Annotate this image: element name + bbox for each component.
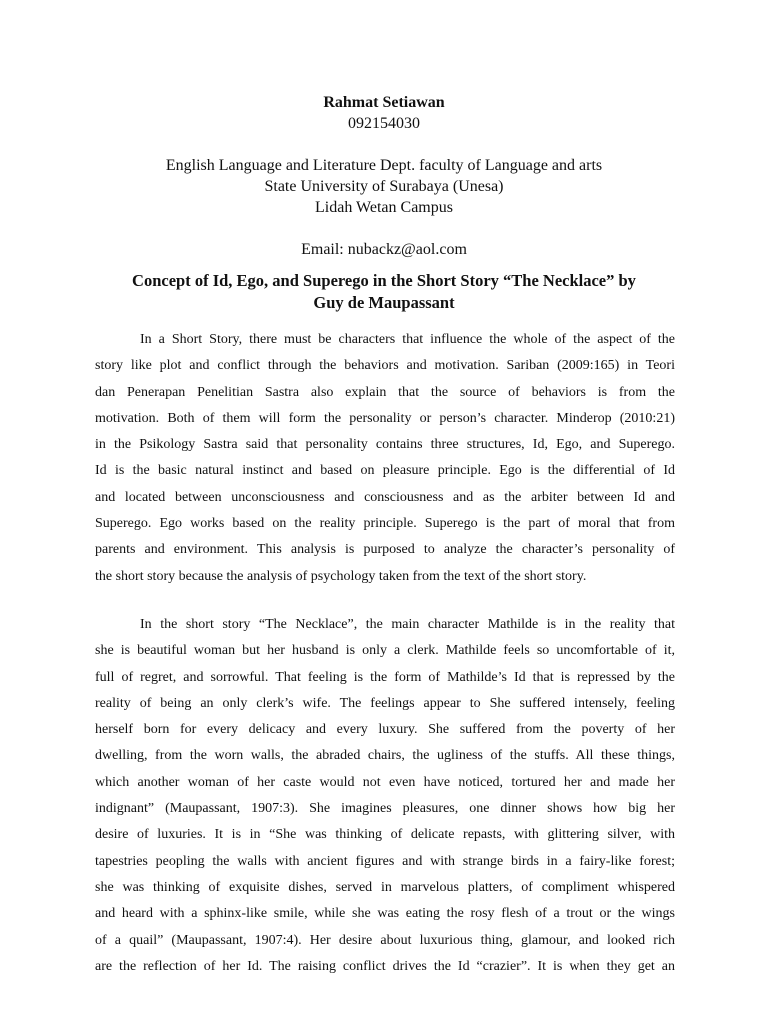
paragraph-line: are the reflection of her Id. The raising conflict drives the Id “crazier”. It is when they get an — [95, 958, 675, 974]
paragraph-line: Id is the basic natural instinct and based on pleasure principle. Ego is the differential of Id — [95, 463, 675, 479]
paragraph-line: and heard with a sphinx-like smile, while she was eating the rosy flesh of a trout or the wings — [95, 906, 675, 922]
paragraph-line: the short story because the analysis of psychology taken from the text of the short story. — [95, 568, 587, 584]
paragraph-line: in the Psikology Sastra said that personality contains three structures, Id, Ego, and Superego. — [95, 437, 675, 453]
paragraph-line: dan Penerapan Penelitian Sastra also explain that the source of behaviors is from the — [95, 384, 675, 400]
paragraph-line: herself born for every delicacy and every luxury. She suffered from the poverty of her — [95, 722, 675, 738]
paragraph-1 — [95, 327, 675, 590]
author-name: Rahmat Setiawan — [323, 94, 445, 111]
paragraph-line: of a quail” (Maupassant, 1907:4). Her desire about luxurious thing, glamour, and looked rich — [95, 932, 675, 948]
paragraph-line: dwelling, from the worn walls, the abraded chairs, the ugliness of the stuffs. All these things, — [95, 748, 675, 764]
paragraph-line: which another woman of her caste would not even have noticed, tortured her and made her — [95, 774, 675, 790]
paper-title — [95, 270, 673, 314]
university: State University of Surabaya (Unesa) — [264, 178, 504, 195]
paragraph-line: motivation. Both of them will form the personality or person’s character. Minderop (2010:21) — [95, 410, 675, 426]
paragraph-line: reality of being an only clerk’s wife. The feelings appear to She suffered intensely, feeling — [95, 695, 675, 711]
title-line-1: Concept of Id, Ego, and Superego in the Short Story “The Necklace” by — [132, 271, 636, 290]
student-id: 092154030 — [348, 115, 420, 132]
paragraph-line: she is beautiful woman but her husband is only a clerk. Mathilde feels so uncomfortable of it, — [95, 643, 675, 659]
paragraph-line: story like plot and conflict through the behaviors and motivation. Sariban (2009:165) in Teori — [95, 358, 675, 374]
author-header — [0, 92, 768, 260]
paragraph-line: she was thinking of exquisite dishes, served in marvelous platters, of compliment whispered — [95, 879, 675, 895]
campus: Lidah Wetan Campus — [315, 199, 453, 216]
paragraph-line: indignant” (Maupassant, 1907:3). She imagines pleasures, one dinner shows how big her — [95, 801, 675, 817]
email: Email: nubackz@aol.com — [301, 241, 467, 258]
paragraph-line: In a Short Story, there must be characters that influence the whole of the aspect of the — [140, 332, 675, 347]
title-line-2: Guy de Maupassant — [313, 293, 455, 312]
paragraph-line: tapestries peopling the walls with ancient figures and with strange birds in a fairy-like forest; — [95, 853, 675, 869]
paragraph-line: Superego. Ego works based on the reality principle. Superego is the part of moral that from — [95, 516, 675, 532]
paragraph-line: desire of luxuries. It is in “She was thinking of delicate repasts, with glittering silver, with — [95, 827, 675, 843]
paragraph-line: full of regret, and sorrowful. That feeling is the form of Mathilde’s Id that is repressed by the — [95, 669, 675, 685]
paragraph-line: parents and environment. This analysis is purposed to analyze the character’s personality of — [95, 542, 675, 558]
paragraph-line: and located between unconsciousness and consciousness and as the arbiter between Id and — [95, 489, 675, 505]
paragraph-2 — [95, 612, 675, 980]
paragraph-line: In the short story “The Necklace”, the main character Mathilde is in the reality that — [140, 617, 675, 632]
department: English Language and Literature Dept. faculty of Language and arts — [165, 157, 603, 174]
